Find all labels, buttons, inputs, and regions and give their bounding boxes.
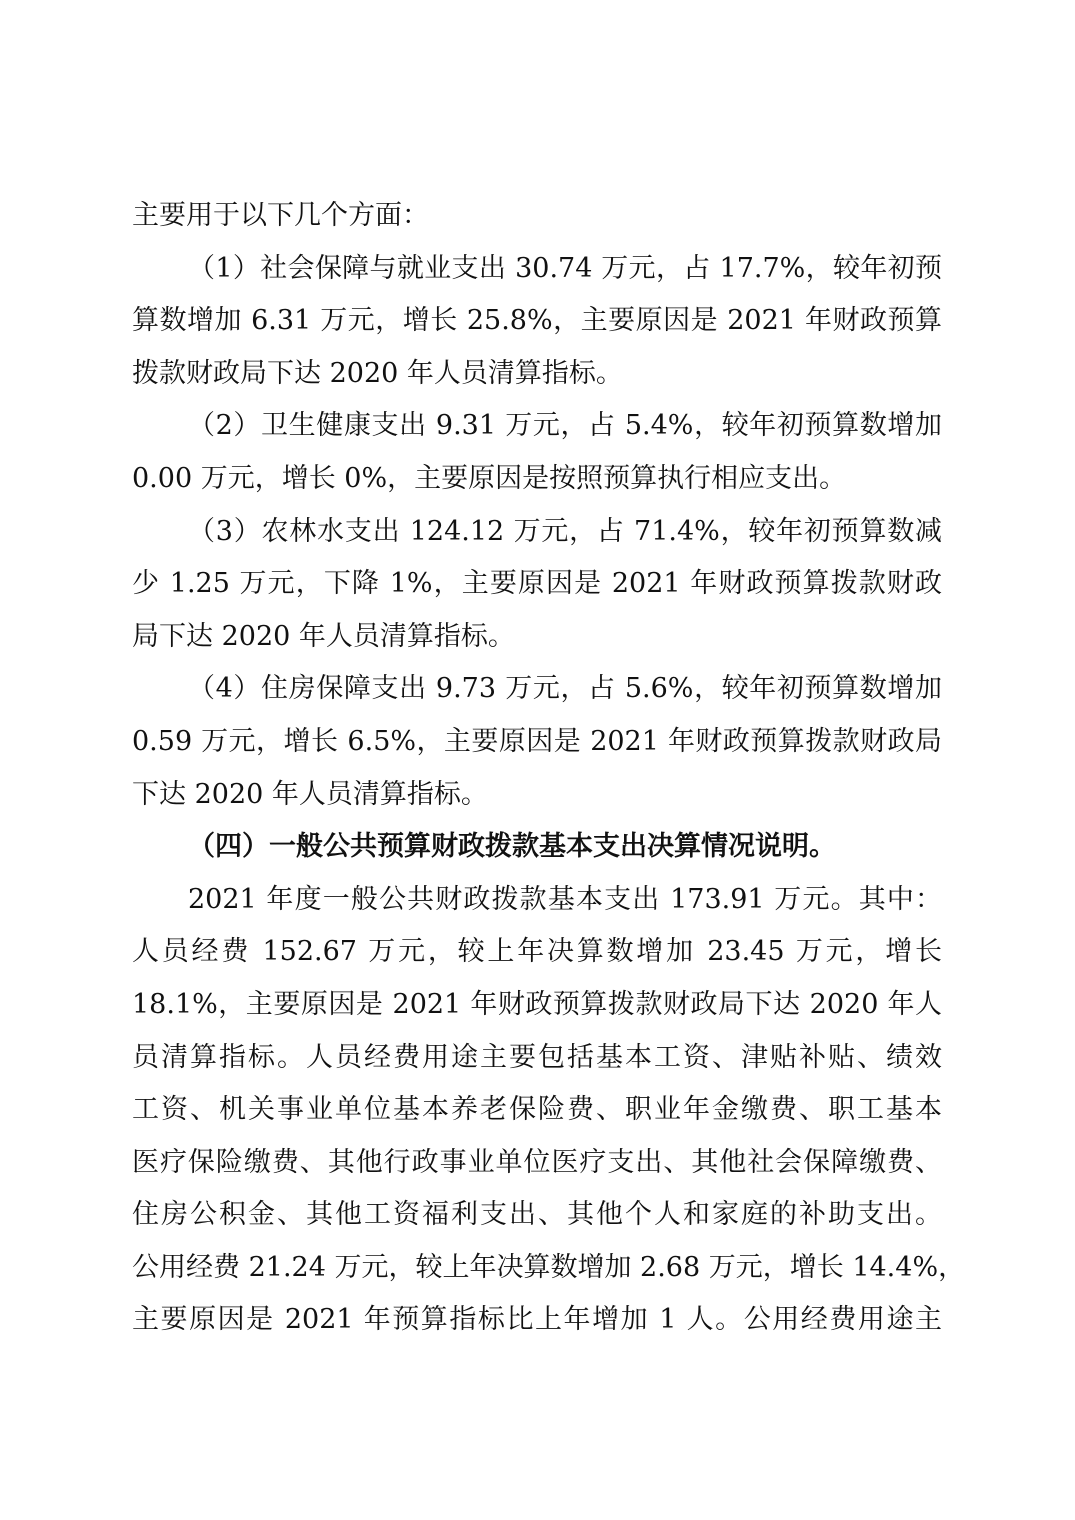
text-line: 0.59 万元，增长 6.5%，主要原因是 2021 年财政预算拨款财政局 (132, 725, 942, 757)
text-line: 主要原因是 2021 年预算指标比上年增加 1 人。公用经费用途主 (132, 1304, 942, 1336)
document-page (132, 190, 966, 1347)
text-line: 住房公积金、其他工资福利支出、其他个人和家庭的补助支出。 (132, 1199, 942, 1231)
item-3-line: （3）农林水支出 124.12 万元，占 71.4%，较年初预算数减 (188, 515, 942, 547)
text-line: 拨款财政局下达 2020 年人员清算指标。 (132, 357, 623, 389)
text-line: 员清算指标。人员经费用途主要包括基本工资、津贴补贴、绩效 (132, 1041, 942, 1073)
text-line: 少 1.25 万元，下降 1%，主要原因是 2021 年财政预算拨款财政 (132, 568, 942, 600)
text-line: 人员经费 152.67 万元，较上年决算数增加 23.45 万元，增长 (132, 936, 942, 968)
text-line: 主要用于以下几个方面： (132, 200, 429, 231)
item-1-line: （1）社会保障与就业支出 30.74 万元，占 17.7%，较年初预 (188, 252, 942, 284)
text-line: 18.1%，主要原因是 2021 年财政预算拨款财政局下达 2020 年人 (132, 988, 942, 1020)
text-line: 工资、机关事业单位基本养老保险费、职业年金缴费、职工基本 (132, 1094, 942, 1126)
item-4-line: （4）住房保障支出 9.73 万元，占 5.6%，较年初预算数增加 (188, 673, 942, 705)
text-line: 0.00 万元，增长 0%，主要原因是按照预算执行相应支出。 (132, 462, 847, 494)
paragraph-start-line: 2021 年度一般公共财政拨款基本支出 173.91 万元。其中： (188, 883, 942, 915)
text-line: 算数增加 6.31 万元，增长 25.8%，主要原因是 2021 年财政预算 (132, 305, 942, 337)
text-line: 局下达 2020 年人员清算指标。 (132, 620, 515, 652)
text-line: 公用经费 21.24 万元，较上年决算数增加 2.68 万元，增长 14.4%， (132, 1251, 966, 1283)
section-heading: （四）一般公共预算财政拨款基本支出决算情况说明。 (188, 831, 836, 863)
text-line: 医疗保险缴费、其他行政事业单位医疗支出、其他社会保障缴费、 (132, 1146, 942, 1178)
item-2-line: （2）卫生健康支出 9.31 万元，占 5.4%，较年初预算数增加 (188, 410, 942, 442)
text-line: 下达 2020 年人员清算指标。 (132, 778, 488, 810)
